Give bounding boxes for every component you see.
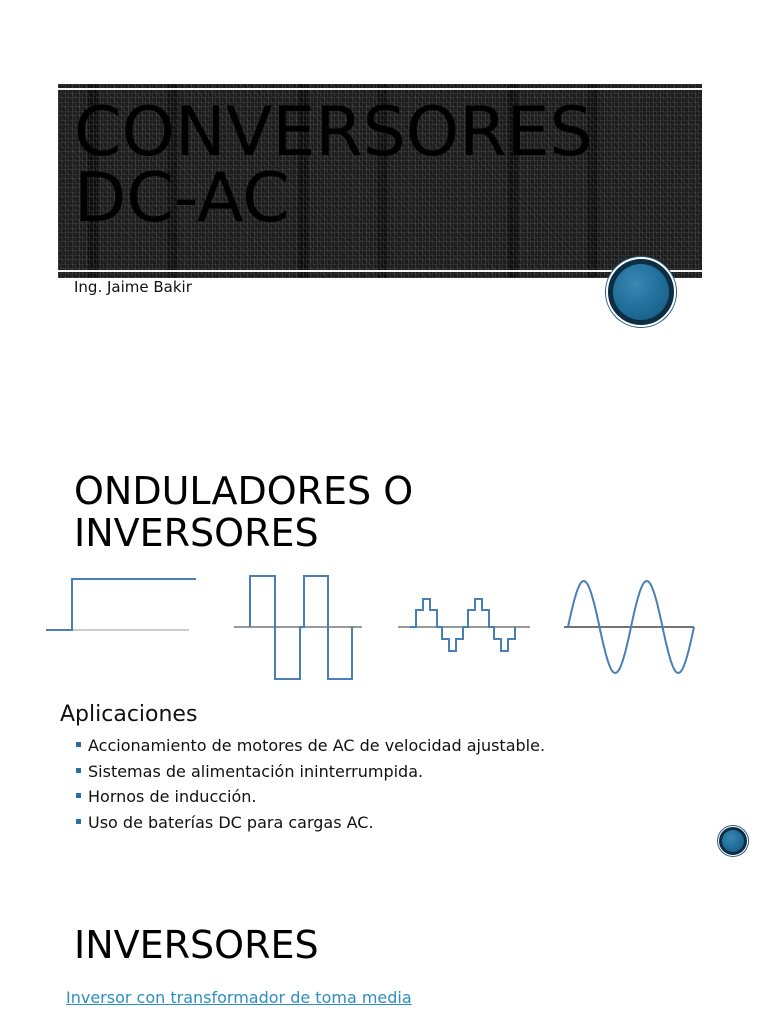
list-item: Sistemas de alimentación ininterrumpida. <box>76 759 545 785</box>
section-title-line2: INVERSORES <box>74 511 319 555</box>
waveform-diagrams <box>44 570 704 686</box>
square-waveform <box>234 576 362 679</box>
slide-title-line1: CONVERSORES <box>74 93 593 172</box>
bullet-square-icon <box>76 793 81 798</box>
stepped-waveform <box>398 599 530 651</box>
step-signal <box>46 579 196 630</box>
bullet-square-icon <box>76 768 81 773</box>
transformer-inverter-link[interactable]: Inversor con transformador de toma media <box>66 988 412 1007</box>
section-title-line1: ONDULADORES O <box>74 469 414 513</box>
applications-heading: Aplicaciones <box>60 702 198 727</box>
slide-title <box>74 93 714 238</box>
stepped-signal <box>410 599 515 651</box>
list-item: Uso de baterías DC para cargas AC. <box>76 810 545 836</box>
list-item: Hornos de inducción. <box>76 784 545 810</box>
inversores-title: INVERSORES <box>74 923 319 967</box>
slide-title-line2: DC-AC <box>74 159 290 238</box>
circle-badge-inner <box>613 264 669 320</box>
applications-list <box>76 733 545 835</box>
bullet-square-icon <box>76 819 81 824</box>
sine-waveform <box>564 581 694 673</box>
author-name: Ing. Jaime Bakir <box>74 278 192 296</box>
bullet-square-icon <box>76 742 81 747</box>
banner-bottom-rule <box>58 270 702 272</box>
list-item: Accionamiento de motores de AC de velocidad ajustable. <box>76 733 545 759</box>
banner-top-rule <box>58 88 702 90</box>
step-waveform <box>46 579 196 630</box>
section-title <box>74 470 674 554</box>
small-circle-badge-inner <box>722 830 744 852</box>
